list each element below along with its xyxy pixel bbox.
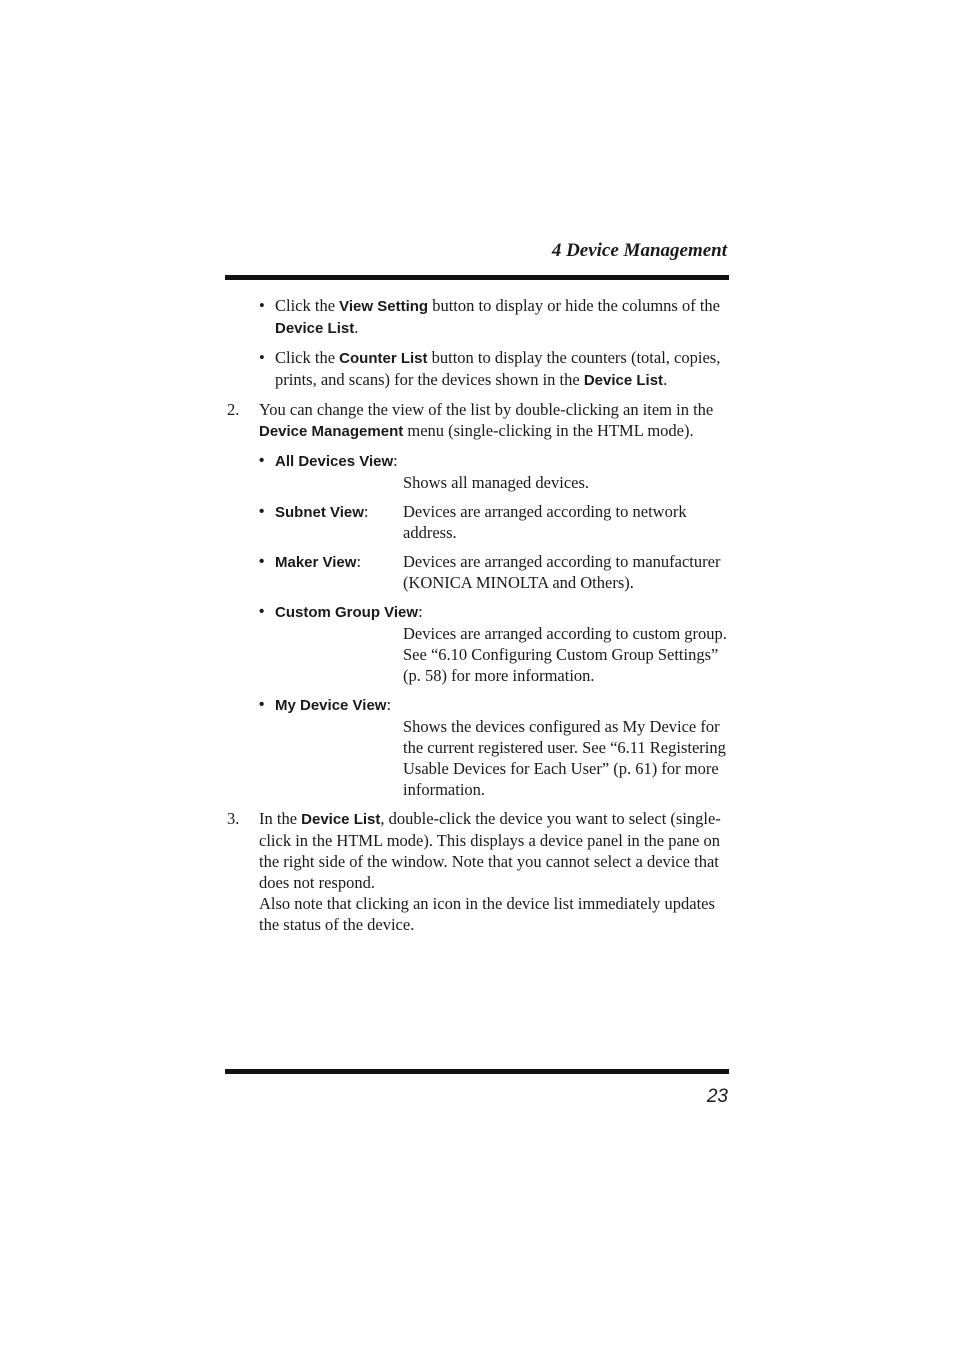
bullet-dot: • xyxy=(259,296,265,315)
bullet-dot: • xyxy=(259,348,265,367)
step-2: 2. You can change the view of the list by double-clicking an item in the Device Management menu (single-clicking in the HTML mode). xyxy=(227,400,714,440)
footer-rule xyxy=(225,1069,729,1074)
header-rule xyxy=(225,275,729,280)
view-subnet: • Subnet View: Devices are arranged according to network address. xyxy=(259,502,687,542)
list-item: • Click the View Setting button to display or hide the columns of the Device List. xyxy=(259,296,720,337)
view-maker: • Maker View: Devices are arranged according to manufacturer (KONICA MINOLTA and Others). xyxy=(259,552,721,592)
page-body xyxy=(225,295,730,943)
view-my-device: • My Device View: Shows the devices configured as My Device for the current registered user. See “6.11 Registering Usable Devices for Each User” (p. 61) for more information. xyxy=(259,695,726,799)
page-number: 23 xyxy=(706,1086,728,1107)
chapter-header: 4 Device Management xyxy=(551,240,727,261)
view-all-devices: • All Devices View: Shows all managed devices. xyxy=(259,451,590,492)
view-custom-group: • Custom Group View: Devices are arranged according to custom group. See “6.10 Configuring Custom Group Settings” (p. 58) for more information. xyxy=(259,602,727,685)
step-3: 3. In the Device List, double-click the device you want to select (single-click in the HTML mode). This displays a device panel in the pane on the right side of the window. Note that you cannot select a device that does not respond. Also note that clicking an icon in the device list immediately updates the status of the device. xyxy=(227,809,721,934)
list-item: • Click the Counter List button to display the counters (total, copies, prints, and scans) for the devices shown in the Device List. xyxy=(259,348,721,389)
